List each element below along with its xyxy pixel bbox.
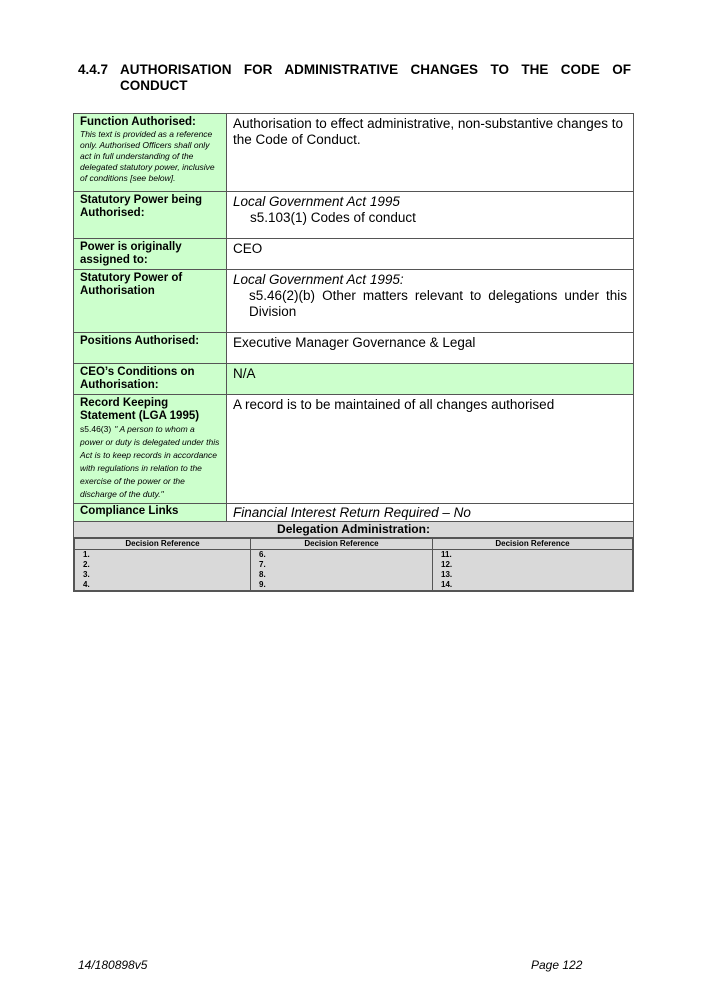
row-function-authorised bbox=[74, 114, 634, 192]
row-decision-references bbox=[74, 538, 634, 592]
row-delegation-admin-title bbox=[74, 522, 634, 538]
power-of-authorisation-section: s5.46(2)(b) Other matters relevant to delegations under this Division bbox=[249, 288, 627, 319]
power-of-authorisation-act: Local Government Act 1995: bbox=[233, 272, 404, 287]
row-ceo-conditions bbox=[74, 364, 634, 395]
section-heading bbox=[78, 62, 631, 94]
power-of-authorisation-value bbox=[227, 270, 634, 333]
row-positions-authorised bbox=[74, 333, 634, 364]
conditions-value: N/A bbox=[227, 364, 634, 395]
decision-item: 14. bbox=[441, 580, 453, 589]
function-value: Authorisation to effect administrative, non-substantive changes to the Code of Conduct. bbox=[227, 114, 634, 192]
function-note: This text is provided as a reference only. Authorised Officers shall only act in full understanding of the delegated statutory power, inclusive of conditions [see below]. bbox=[80, 129, 215, 183]
conditions-label: CEO’s Conditions on Authorisation: bbox=[74, 364, 227, 395]
row-assigned-to bbox=[74, 239, 634, 270]
decision-item: 4. bbox=[83, 580, 90, 589]
delegation-admin-title: Delegation Administration: bbox=[74, 522, 634, 538]
decision-item: 11. bbox=[441, 550, 452, 559]
row-power-of-authorisation bbox=[74, 270, 634, 333]
section-number: 4.4.7 bbox=[78, 62, 109, 77]
decision-column-2 bbox=[251, 550, 433, 591]
compliance-value: Financial Interest Return Required – No bbox=[227, 504, 634, 522]
decision-item: 3. bbox=[83, 570, 90, 579]
authorisation-table bbox=[73, 113, 634, 592]
function-label: Function Authorised: bbox=[80, 116, 196, 128]
row-statutory-power bbox=[74, 192, 634, 239]
decision-column-1 bbox=[75, 550, 251, 591]
decision-item: 1. bbox=[83, 550, 90, 559]
decision-item: 6. bbox=[259, 550, 266, 559]
decision-item: 13. bbox=[441, 570, 453, 579]
record-keeping-note-text: " A person to whom a power or duty is delegated under this Act is to keep records in accordance with regulations in relation to the exercise of the power or the discharge of the duty." bbox=[80, 424, 220, 499]
footer-page-number: Page 122 bbox=[531, 958, 583, 972]
record-keeping-value: A record is to be maintained of all changes authorised bbox=[227, 395, 634, 504]
power-of-authorisation-label: Statutory Power of Authorisation bbox=[74, 270, 227, 333]
decision-references-cell bbox=[74, 538, 634, 592]
positions-label: Positions Authorised: bbox=[74, 333, 227, 364]
function-label-cell bbox=[74, 114, 227, 192]
decision-item: 8. bbox=[259, 570, 266, 579]
statutory-power-act: Local Government Act 1995 bbox=[233, 194, 400, 209]
decision-item: 12. bbox=[441, 560, 453, 569]
decision-column-3 bbox=[433, 550, 633, 591]
decision-header-2: Decision Reference bbox=[251, 539, 433, 550]
decision-item: 9. bbox=[259, 580, 266, 589]
record-keeping-label: Record Keeping Statement (LGA 1995) bbox=[80, 397, 200, 422]
statutory-power-section: s5.103(1) Codes of conduct bbox=[250, 210, 416, 225]
record-keeping-label-cell bbox=[74, 395, 227, 504]
row-compliance-links bbox=[74, 504, 634, 522]
decision-items-row bbox=[75, 550, 633, 591]
decision-header-row bbox=[75, 539, 633, 550]
decision-reference-table bbox=[74, 538, 633, 591]
decision-item: 2. bbox=[83, 560, 90, 569]
compliance-label: Compliance Links bbox=[74, 504, 227, 522]
decision-header-1: Decision Reference bbox=[75, 539, 251, 550]
footer-doc-ref: 14/180898v5 bbox=[78, 958, 148, 972]
row-record-keeping bbox=[74, 395, 634, 504]
assigned-to-value: CEO bbox=[227, 239, 634, 270]
decision-item: 7. bbox=[259, 560, 266, 569]
positions-value: Executive Manager Governance & Legal bbox=[227, 333, 634, 364]
record-keeping-note-ref: s5.46(3) bbox=[80, 424, 112, 434]
decision-header-3: Decision Reference bbox=[433, 539, 633, 550]
assigned-to-label: Power is originally assigned to: bbox=[74, 239, 227, 270]
statutory-power-label: Statutory Power being Authorised: bbox=[74, 192, 227, 239]
section-title: AUTHORISATION FOR ADMINISTRATIVE CHANGES TO THE CODE OF CONDUCT bbox=[120, 62, 631, 93]
statutory-power-value bbox=[227, 192, 634, 239]
